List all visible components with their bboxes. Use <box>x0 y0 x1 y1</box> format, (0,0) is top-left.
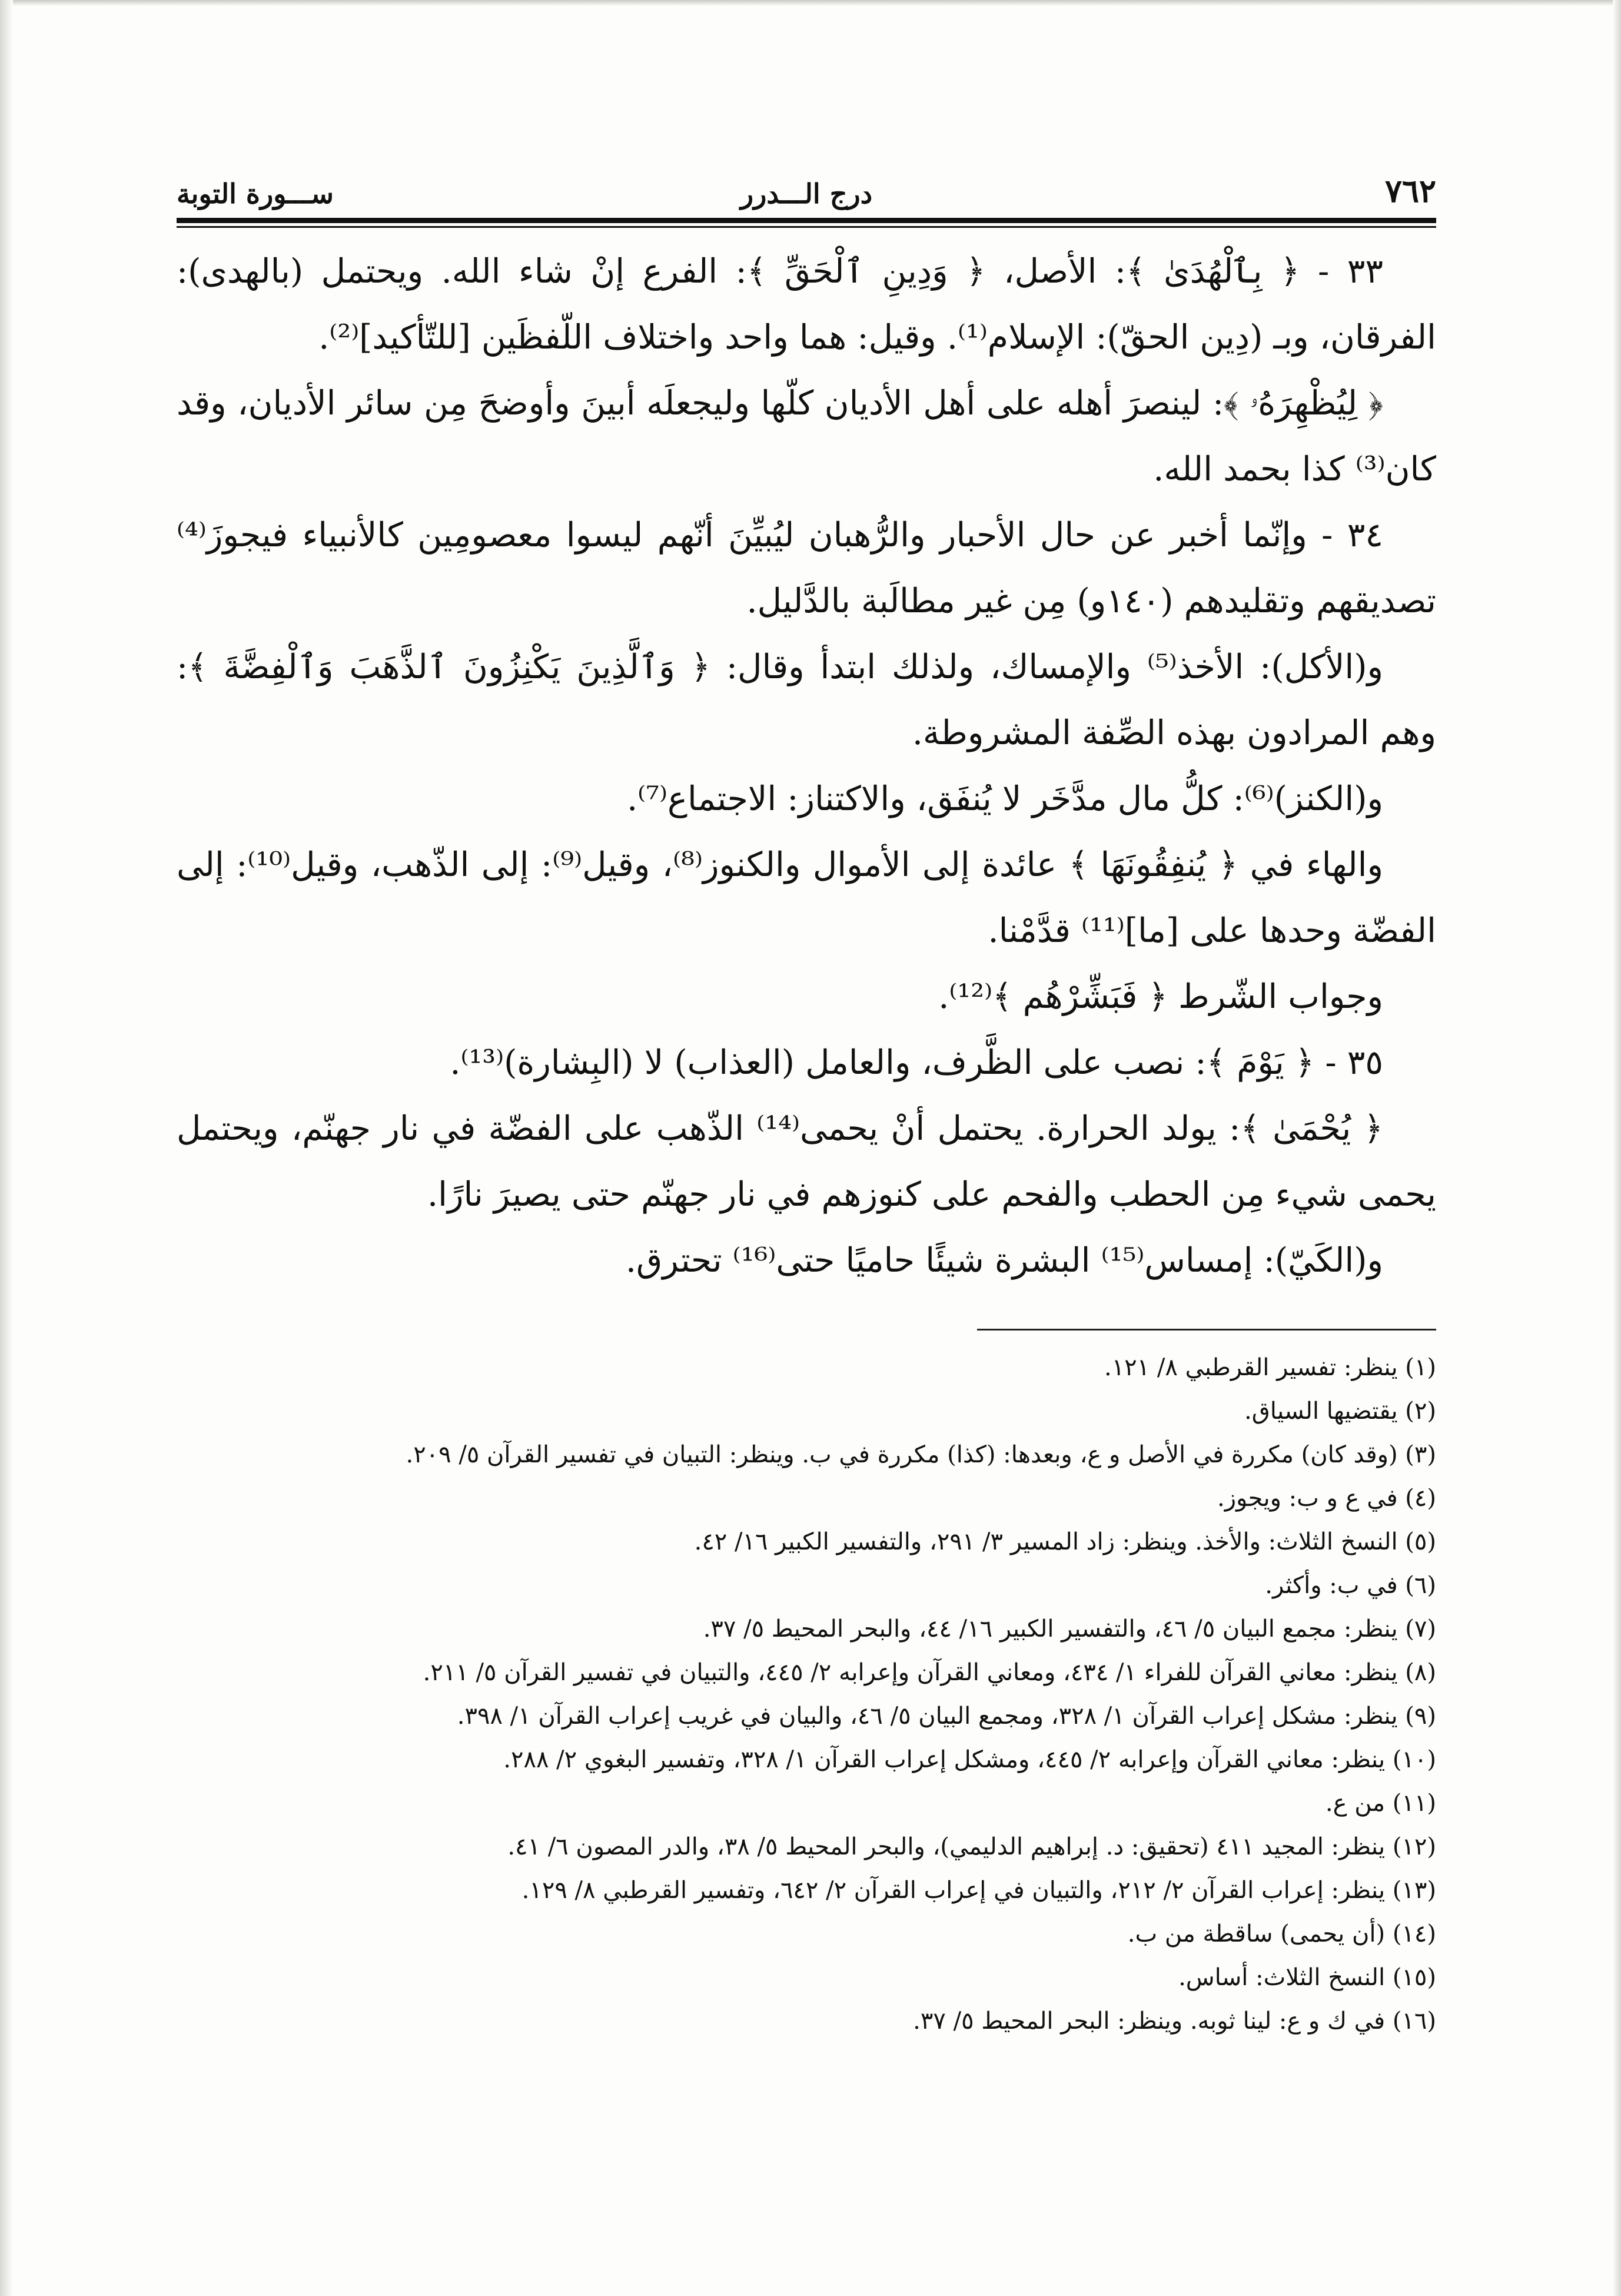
footnote: (١١) من ع. <box>1325 1790 1436 1817</box>
footnotes <box>177 1346 1436 2043</box>
scan-edge-right <box>1613 0 1621 2296</box>
footnote: (٧) ينظر: مجمع البيان ٥/ ٤٦، والتفسير الكبير ١٦/ ٤٤، والبحر المحيط ٥/ ٣٧. <box>703 1615 1436 1643</box>
book-title: درج الـــدرر <box>740 178 873 210</box>
paragraph-al-kanz: و(الكنز)⁽⁶⁾: كلُّ مال مدَّخَر لا يُنفَق، والاكتناز: الاجتماع⁽⁷⁾. <box>627 779 1383 818</box>
page-header <box>177 165 1436 218</box>
footnote: (١٢) ينظر: المجيد ٤١١ (تحقيق: د. إبراهيم الدليمي)، والبحر المحيط ٥/ ٣٨، والدر المصون ٦/ ٤١. <box>507 1833 1436 1860</box>
footnote: (١٣) ينظر: إعراب القرآن ٢/ ٢١٢، والتبيان في إعراب القرآن ٢/ ٦٤٢، وتفسير القرطبي ٨/ ١٢٩. <box>521 1877 1436 1904</box>
page-number: ٧٦٢ <box>1384 172 1436 210</box>
paragraph-verse-33: ٣٣ - ﴿ بِٱلْهُدَىٰ ﴾: الأصل، ﴿ وَدِينِ ٱلْحَقِّ ﴾: الفرع إنْ شاء الله. ويحتمل (بالهدى): الفرقان، وبـ (دِين الحقّ): الإسلام⁽¹⁾. وقيل: هما واحد واختلاف اللّفظَين [للتّأكيد]⁽²⁾. <box>177 252 1436 357</box>
footnote: (١) ينظر: تفسير القرطبي ٨/ ١٢١. <box>1104 1354 1436 1381</box>
footnote-separator <box>977 1329 1436 1331</box>
paragraph-verse-34: ٣٤ - وإنّما أخبر عن حال الأحبار والرُّهبان ليُبيِّنَ أنّهم ليسوا معصومِين كالأنبياء فيجوزَ⁽⁴⁾ تصديقهم وتقليدهم (١٤٠و) مِن غير مطالَبة بالدَّليل. <box>177 516 1436 621</box>
header-rule-thick <box>177 218 1436 223</box>
paragraph-al-kayy: و(الكَيّ): إمساس⁽¹⁵⁾ البشرة شيئًا حاميًا حتى⁽¹⁶⁾ تحترق. <box>625 1241 1383 1280</box>
scan-edge-top <box>0 0 1621 6</box>
footnote: (٣) (وقد كان) مكررة في الأصل و ع، وبعدها: (كذا) مكررة في ب. وينظر: التبيان في تفسير القرآن ٥/ ٢٠٩. <box>406 1441 1436 1468</box>
main-text <box>177 238 1436 1293</box>
surah-name: ســـورة التوبة <box>177 178 334 210</box>
scan-edge-left <box>0 0 13 2296</box>
footnote: (١٥) النسخ الثلاث: أساس. <box>1178 1964 1436 1991</box>
footnote: (٢) يقتضيها السياق. <box>1244 1398 1436 1425</box>
footnote: (١٦) في ك و ع: لينا ثوبه. وينظر: البحر المحيط ٥/ ٣٧. <box>913 2008 1436 2035</box>
footnote: (٥) النسخ الثلاث: والأخذ. وينظر: زاد المسير ٣/ ٢٩١، والتفسير الكبير ١٦/ ٤٢. <box>694 1528 1436 1555</box>
book-page <box>177 165 1436 2043</box>
paragraph-liyuzhirahu: ﴿ لِيُظْهِرَهُۥ ﴾: لينصرَ أهله على أهل الأديان كلّها وليجعلَه أبينَ وأوضحَ مِن سائر الأديان، وقد كان⁽³⁾ كذا بحمد الله. <box>177 384 1436 489</box>
footnote: (٩) ينظر: مشكل إعراب القرآن ١/ ٣٢٨، ومجمع البيان ٥/ ٤٦، والبيان في غريب إعراب القرآن ١/ ٣٩٨. <box>457 1703 1436 1730</box>
paragraph-jawab: وجواب الشّرط ﴿ فَبَشِّرْهُم ﴾⁽¹²⁾. <box>938 977 1383 1016</box>
paragraph-al-akl: و(الأكل): الأخذ⁽⁵⁾ والإمساك، ولذلك ابتدأ وقال: ﴿ وَٱلَّذِينَ يَكْنِزُونَ ٱلذَّهَبَ وَٱلْفِضَّةَ ﴾: وهم المرادون بهذه الصِّفة المشروطة. <box>177 648 1436 752</box>
footnote: (١٤) (أن يحمى) ساقطة من ب. <box>1127 1920 1436 1947</box>
footnote: (٨) ينظر: معاني القرآن للفراء ١/ ٤٣٤، ومعاني القرآن وإعرابه ٢/ ٤٤٥، والتبيان في تفسير القرآن ٥/ ٢١١. <box>423 1659 1436 1686</box>
paragraph-yuhma: ﴿ يُحْمَىٰ ﴾: يولد الحرارة. يحتمل أنْ يحمى⁽¹⁴⁾ الذّهب على الفضّة في نار جهنّم، ويحتمل يحمى شيء مِن الحطب والفحم على كنوزهم في نار جهنّم حتى يصيرَ نارًا. <box>177 1109 1436 1214</box>
footnote: (٦) في ب: وأكثر. <box>1265 1572 1436 1599</box>
footnote: (١٠) ينظر: معاني القرآن وإعرابه ٢/ ٤٤٥، ومشكل إعراب القرآن ١/ ٣٢٨، وتفسير البغوي ٢/ ٢٨٨. <box>503 1746 1436 1773</box>
paragraph-pronoun: والهاء في ﴿ يُنفِقُونَهَا ﴾ عائدة إلى الأموال والكنوز⁽⁸⁾، وقيل⁽⁹⁾: إلى الذّهب، وقيل⁽¹⁰⁾: إلى الفضّة وحدها على [ما]⁽¹¹⁾ قدَّمْنا. <box>177 845 1436 950</box>
footnote: (٤) في ع و ب: ويجوز. <box>1217 1485 1436 1512</box>
header-rule-thin <box>177 226 1436 228</box>
paragraph-verse-35: ٣٥ - ﴿ يَوْمَ ﴾: نصب على الظَّرف، والعامل (العذاب) لا (البِشارة)⁽¹³⁾. <box>450 1043 1383 1082</box>
